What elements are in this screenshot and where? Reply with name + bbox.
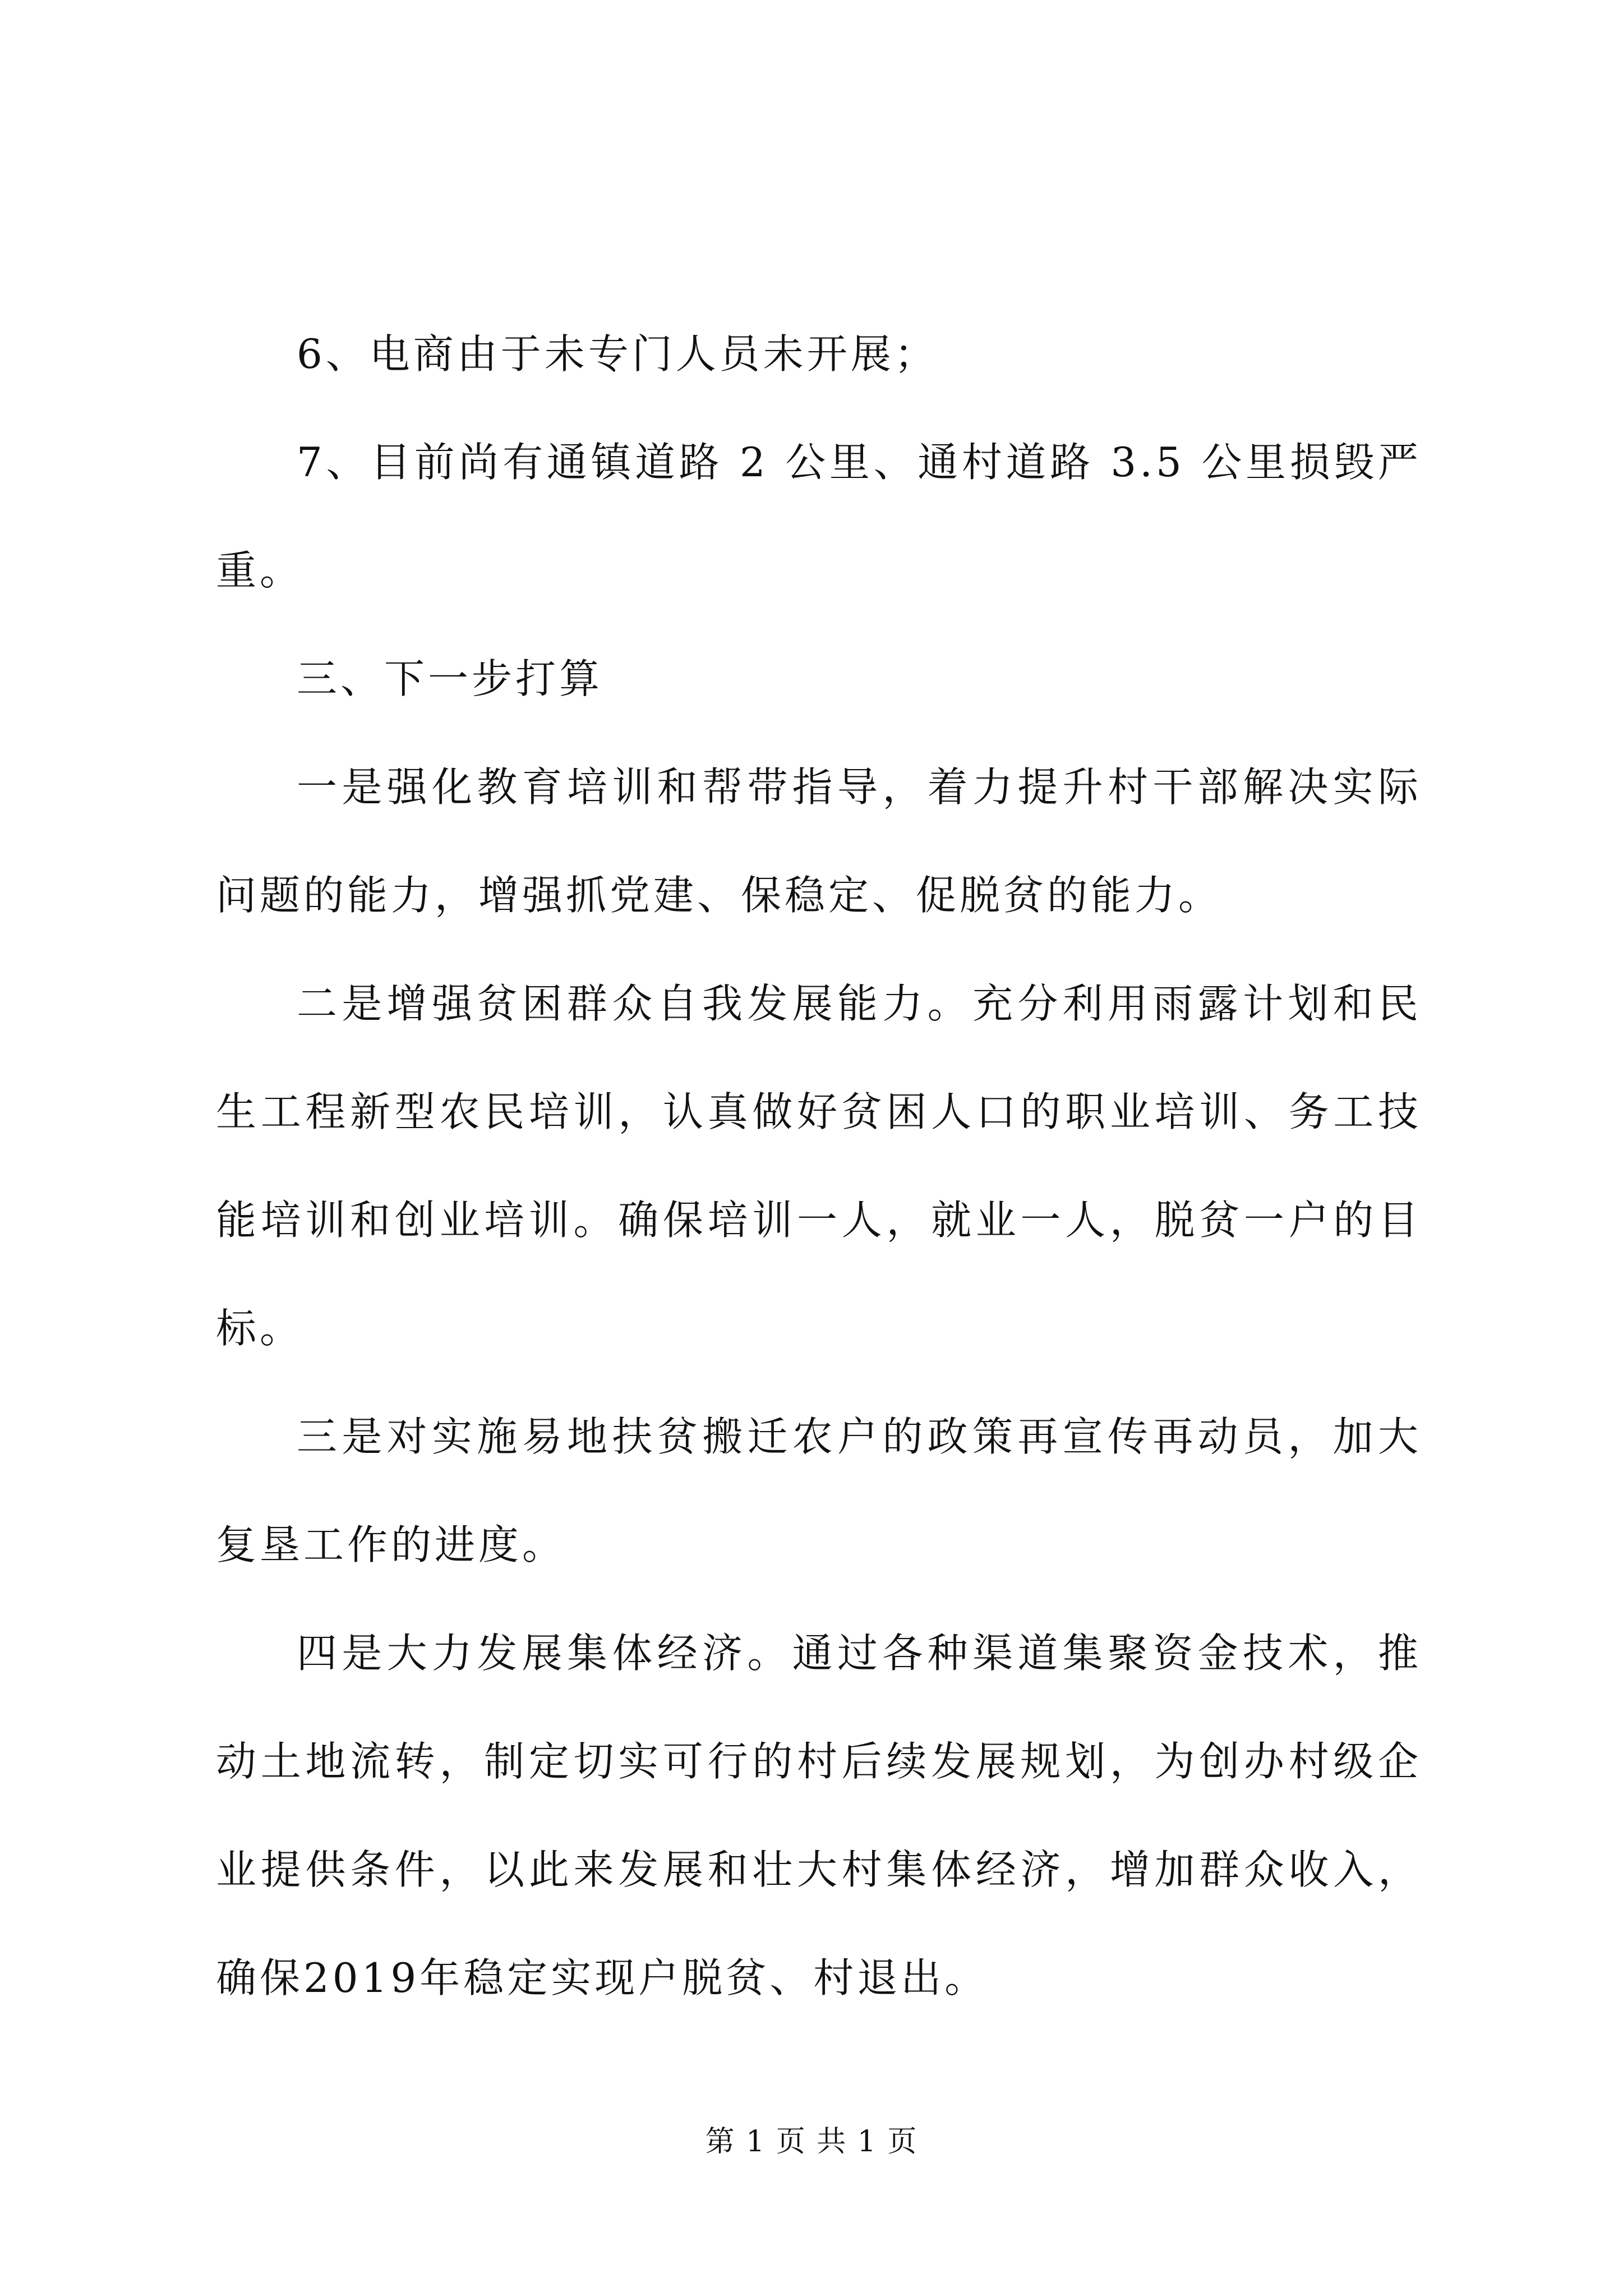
paragraph-plan-1: 一是强化教育培训和帮带指导，着力提升村干部解决实际问题的能力，增强抓党建、保稳定、促脱贫的能力。 — [216, 763, 1422, 919]
paragraph-plan-3: 三是对实施易地扶贫搬迁农户的政策再宣传再动员，加大复垦工作的进度。 — [216, 1413, 1422, 1568]
paragraph-plan-2: 二是增强贫困群众自我发展能力。充分利用雨露计划和民生工程新型农民培训，认真做好贫困人口的职业培训、务工技能培训和创业培训。确保培训一人，就业一人，脱贫一户的目标。 — [216, 980, 1422, 1352]
paragraph-plan-4: 四是大力发展集体经济。通过各种渠道集聚资金技术，推动土地流转，制定切实可行的村后续发展规划，为创办村级企业提供条件，以此来发展和壮大村集体经济，增加群众收入，确保2019年稳定实现户脱贫、村退出。 — [216, 1630, 1422, 2001]
paragraph-item-7: 7、目前尚有通镇道路 2 公里、通村道路 3.5 公里损毁严重。 — [216, 439, 1422, 594]
section-heading-next-steps: 三、下一步打算 — [297, 655, 603, 702]
page-footer: 第 1 页 共 1 页 — [705, 2125, 918, 2159]
paragraph-item-6: 6、电商由于未专门人员未开展； — [297, 330, 938, 378]
document-body — [216, 300, 1422, 2032]
